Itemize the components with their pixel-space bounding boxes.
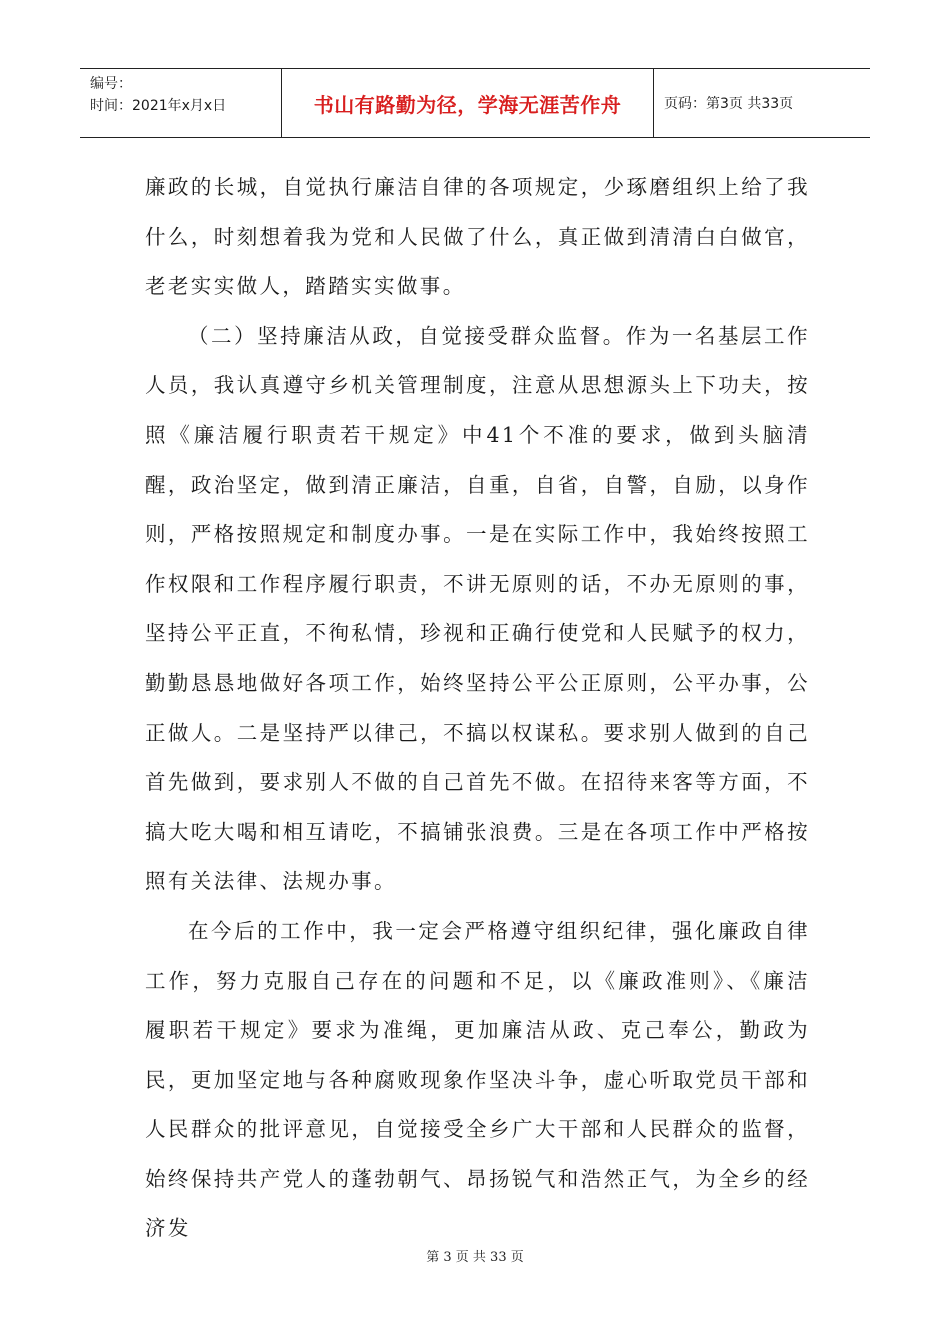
header-page-info: 页码：第3页 共33页 [664, 96, 794, 112]
page-footer: 第 3 页 共 33 页 [426, 1250, 524, 1265]
paragraph-future-work: 在今后的工作中，我一定会严格遵守组织纪律，强化廉政自律工作，努力克服自己存在的问题和不足，以《廉政准则》、《廉洁履职若干规定》要求为准绳，更加廉洁从政、克己奉公，勤政为民，更加坚定地与各种腐败现象作坚决斗争，虚心听取党员干部和人民群众的批评意见，自觉接受全乡广大干部和人民群众的监督，始终保持共产党人的蓬勃朝气、昂扬锐气和浩然正气，为全乡的经济发 [145, 918, 810, 1241]
header-motto-cell [282, 69, 654, 137]
document-time-label: 时间：2021年x月x日 [90, 98, 227, 114]
paragraph-section-two: （二）坚持廉洁从政，自觉接受群众监督。作为一名基层工作人员，我认真遵守乡机关管理制度，注意从思想源头上下功夫，按照《廉洁履行职责若干规定》中41个不准的要求，做到头脑清醒，政治坚定，做到清正廉洁，自重，自省，自警，自励，以身作则，严格按照规定和制度办事。一是在实际工作中，我始终按照工作权限和工作程序履行职责，不讲无原则的话，不办无原则的事，坚持公平正直，不徇私情，珍视和正确行使党和人民赋予的权力，勤勤恳恳地做好各项工作，始终坚持公平公正原则，公平办事，公正做人。二是坚持严以律己，不搞以权谋私。要求别人做到的自己首先做到，要求别人不做的自己首先不做。在招待来客等方面，不搞大吃大喝和相互请吃，不搞铺张浪费。三是在各项工作中严格按照有关法律、法规办事。 [145, 323, 810, 894]
paragraph-continued: 廉政的长城，自觉执行廉洁自律的各项规定，少琢磨组织上给了我什么，时刻想着我为党和人民做了什么，真正做到清清白白做官，老老实实做人，踏踏实实做事。 [145, 175, 810, 299]
header-meta [80, 69, 282, 137]
document-number-label: 编号： [90, 76, 132, 92]
document-body [145, 163, 810, 1254]
header-motto: 书山有路勤为径，学海无涯苦作舟 [313, 92, 622, 117]
header-page-info-cell [654, 69, 870, 137]
page-header [80, 68, 870, 138]
